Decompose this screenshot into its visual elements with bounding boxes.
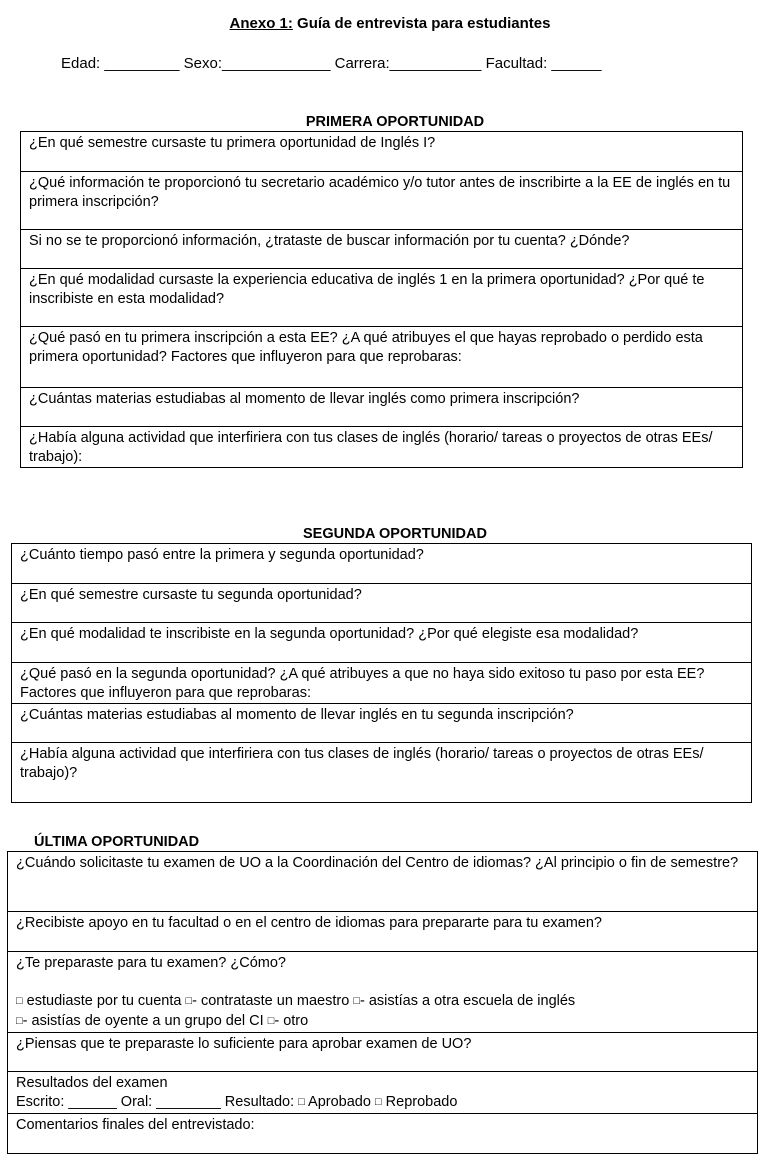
- table-row: [8, 1033, 758, 1072]
- table-row: [21, 172, 743, 230]
- checkbox-icon[interactable]: □: [298, 1096, 305, 1108]
- written-label: Escrito:: [16, 1094, 69, 1110]
- question-text: ¿Te preparaste para tu examen? ¿Cómo?: [16, 955, 286, 971]
- option-auditing: - asistías de oyente a un grupo del CI: [22, 1013, 268, 1029]
- career-label: Carrera:: [334, 55, 390, 72]
- prep-options-line-2: [16, 1012, 749, 1032]
- table-row: [8, 852, 758, 912]
- results-heading: Resultados del examen: [16, 1075, 168, 1091]
- second-opportunity-table: [11, 543, 752, 803]
- results-cell: [8, 1072, 758, 1114]
- question-cell: ¿Qué información te proporcionó tu secretario académico y/o tutor antes de inscribirte a la EE de inglés en tu primera inscripción?: [21, 172, 743, 230]
- question-cell: ¿Había alguna actividad que interfiriera con tus clases de inglés (horario/ tareas o proyectos de otras EEs/ trabajo)?: [12, 743, 752, 803]
- option-hired-teacher: - contrataste un maestro: [192, 993, 354, 1009]
- age-label: Edad:: [61, 55, 101, 72]
- section-title-last: ÚLTIMA OPORTUNIDAD: [34, 834, 200, 850]
- question-cell: ¿En qué modalidad te inscribiste en la segunda oportunidad? ¿Por qué elegiste esa modalidad?: [12, 623, 752, 663]
- faculty-label: Facultad:: [485, 55, 548, 72]
- question-cell: ¿Cuántas materias estudiabas al momento de llevar inglés como primera inscripción?: [21, 388, 743, 427]
- table-row: [21, 327, 743, 388]
- question-cell: ¿En qué modalidad cursaste la experiencia educativa de inglés 1 en la primera oportunidad? ¿Por qué te inscribiste en esta modalidad?: [21, 269, 743, 327]
- checkbox-icon[interactable]: □: [185, 995, 193, 1007]
- table-row: [21, 269, 743, 327]
- student-info-fields: [61, 55, 602, 72]
- table-row: [12, 704, 752, 743]
- option-self-study: estudiaste por tu cuenta: [22, 993, 186, 1009]
- result-label: Resultado:: [220, 1094, 299, 1110]
- oral-blank[interactable]: ________: [156, 1094, 221, 1110]
- final-comments-cell: Comentarios finales del entrevistado:: [8, 1114, 758, 1154]
- checkbox-icon[interactable]: □: [16, 995, 23, 1007]
- age-blank[interactable]: _________: [100, 55, 184, 72]
- option-other-school: - asistías a otra escuela de inglés: [359, 993, 576, 1009]
- checkbox-icon[interactable]: □: [353, 995, 360, 1007]
- checkbox-icon[interactable]: □: [374, 1096, 382, 1108]
- question-cell: ¿Cuándo solicitaste tu examen de UO a la Coordinación del Centro de idiomas? ¿Al principio o fin de semestre?: [8, 852, 758, 912]
- checkbox-icon[interactable]: □: [16, 1015, 23, 1027]
- question-cell: ¿Cuánto tiempo pasó entre la primera y segunda oportunidad?: [12, 544, 752, 584]
- question-cell: ¿En qué semestre cursaste tu primera oportunidad de Inglés I?: [21, 132, 743, 172]
- preparation-cell: [8, 952, 758, 1033]
- option-approved: Aprobado: [304, 1094, 375, 1110]
- table-row: [12, 584, 752, 623]
- table-row: [8, 1072, 758, 1114]
- option-failed: Reprobado: [381, 1094, 458, 1110]
- sex-blank[interactable]: _____________: [221, 55, 335, 72]
- prep-options-line-1: [16, 992, 749, 1012]
- section-title-second: SEGUNDA OPORTUNIDAD: [303, 526, 487, 542]
- spacer: [16, 973, 749, 992]
- table-row: [8, 912, 758, 952]
- career-blank[interactable]: ___________: [389, 55, 486, 72]
- table-row: [12, 663, 752, 704]
- last-opportunity-table: [7, 851, 758, 1154]
- checkbox-icon[interactable]: □: [267, 1015, 275, 1027]
- table-row: [12, 743, 752, 803]
- table-row: [12, 544, 752, 584]
- oral-label: Oral:: [116, 1094, 157, 1110]
- table-row: [21, 388, 743, 427]
- title-prefix: Anexo 1:: [229, 15, 293, 32]
- question-cell: ¿Cuántas materias estudiabas al momento de llevar inglés en tu segunda inscripción?: [12, 704, 752, 743]
- written-blank[interactable]: ______: [68, 1094, 117, 1110]
- question-cell: Si no se te proporcionó información, ¿trataste de buscar información por tu cuenta? ¿Dónde?: [21, 230, 743, 269]
- question-cell: ¿Recibiste apoyo en tu facultad o en el centro de idiomas para prepararte para tu examen?: [8, 912, 758, 952]
- table-row: [21, 427, 743, 468]
- sex-label: Sexo:: [183, 55, 222, 72]
- question-cell: ¿Qué pasó en la segunda oportunidad? ¿A qué atribuyes a que no haya sido exitoso tu paso por esta EE? Factores que influyeron para que reprobaras:: [12, 663, 752, 704]
- question-cell: ¿Piensas que te preparaste lo suficiente para aprobar examen de UO?: [8, 1033, 758, 1072]
- question-cell: ¿En qué semestre cursaste tu segunda oportunidad?: [12, 584, 752, 623]
- results-line: [16, 1093, 749, 1113]
- section-title-first: PRIMERA OPORTUNIDAD: [305, 114, 485, 130]
- table-row: [8, 952, 758, 1033]
- option-other: - otro: [274, 1013, 309, 1029]
- title-text: Guía de entrevista para estudiantes: [292, 15, 551, 32]
- table-row: [12, 623, 752, 663]
- faculty-blank[interactable]: ______: [547, 55, 602, 72]
- question-cell: ¿Había alguna actividad que interfiriera con tus clases de inglés (horario/ tareas o proyectos de otras EEs/ trabajo):: [21, 427, 743, 468]
- question-cell: ¿Qué pasó en tu primera inscripción a esta EE? ¿A qué atribuyes el que hayas reprobado o perdido esta primera oportunidad? Factores que influyeron para que reprobaras:: [21, 327, 743, 388]
- table-row: [8, 1114, 758, 1154]
- document-title: [0, 15, 780, 32]
- table-row: [21, 230, 743, 269]
- first-opportunity-table: [20, 131, 743, 468]
- table-row: [21, 132, 743, 172]
